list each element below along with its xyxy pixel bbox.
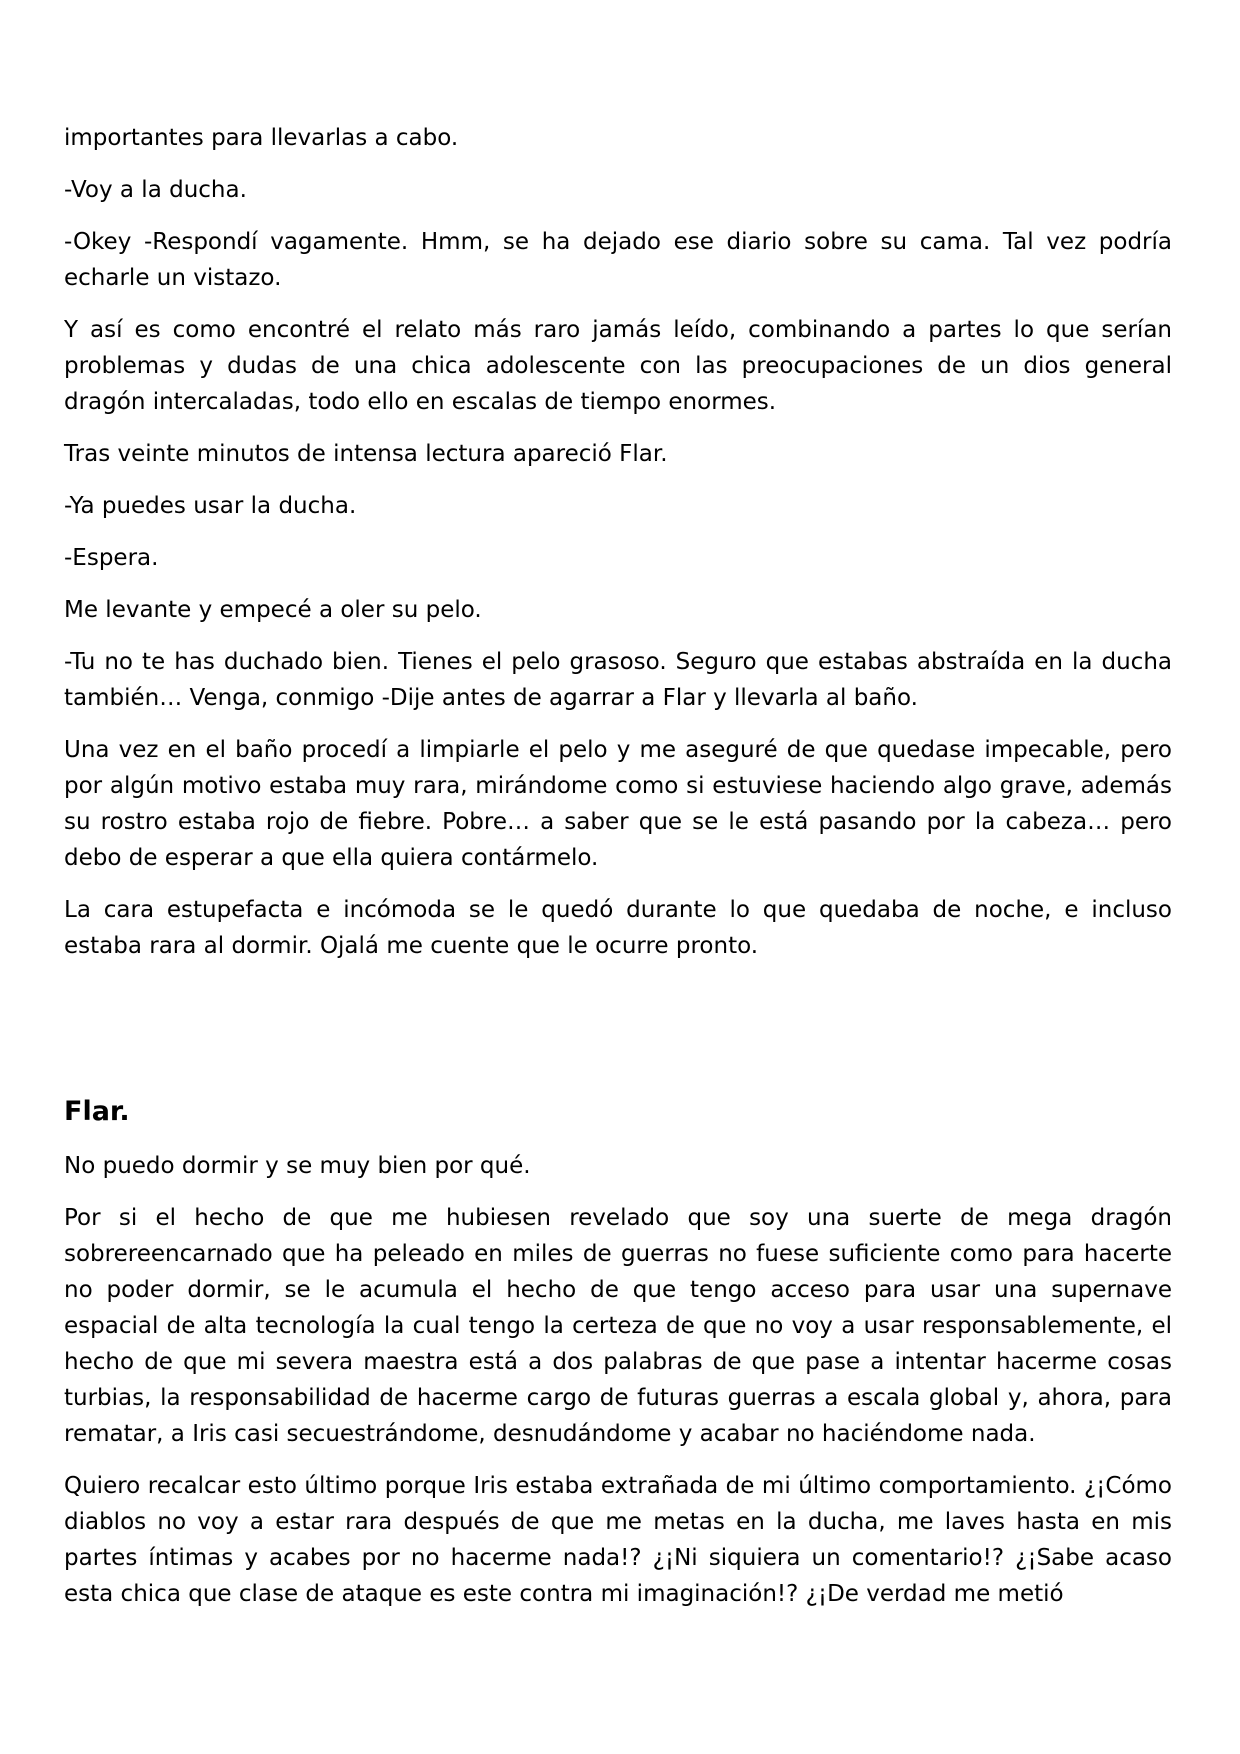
paragraph: Tras veinte minutos de intensa lectura apareció Flar. bbox=[64, 441, 668, 467]
document-page bbox=[64, 120, 1172, 1628]
paragraph: -Espera. bbox=[64, 545, 159, 571]
paragraph: -Okey -Respondí vagamente. Hmm, se ha dejado ese diario sobre su cama. Tal vez podría echarle un vistazo. bbox=[64, 229, 1172, 291]
section-heading: Flar. bbox=[64, 1096, 130, 1127]
paragraph: No puedo dormir y se muy bien por qué. bbox=[64, 1153, 531, 1179]
paragraph: importantes para llevarlas a cabo. bbox=[64, 125, 459, 151]
paragraph: La cara estupefacta e incómoda se le quedó durante lo que quedaba de noche, e incluso estaba rara al dormir. Ojalá me cuente que le ocurre pronto. bbox=[64, 897, 1172, 959]
paragraph: Quiero recalcar esto último porque Iris estaba extrañada de mi último comportamiento. ¿¡Cómo diablos no voy a estar rara después de que me metas en la ducha, me laves hasta en mis partes íntimas y acabes por no hacerme nada!? ¿¡Ni siquiera un comentario!? ¿¡Sabe acaso esta chica que clase de ataque es este contra mi imaginación!? ¿¡De verdad me metió bbox=[64, 1473, 1172, 1607]
paragraph: Una vez en el baño procedí a limpiarle el pelo y me aseguré de que quedase impecable, pero por algún motivo estaba muy rara, mirándome como si estuviese haciendo algo grave, además su rostro estaba rojo de fiebre. Pobre… a saber que se le está pasando por la cabeza… pero debo de esperar a que ella quiera contármelo. bbox=[64, 737, 1172, 871]
paragraph: Me levante y empecé a oler su pelo. bbox=[64, 597, 482, 623]
paragraph: Por si el hecho de que me hubiesen revelado que soy una suerte de mega dragón sobrereencarnado que ha peleado en miles de guerras no fuese suficiente como para hacerte no poder dormir, se le acumula el hecho de que tengo acceso para usar una supernave espacial de alta tecnología la cual tengo la certeza de que no voy a usar responsablemente, el hecho de que mi severa maestra está a dos palabras de que pase a intentar hacerme cosas turbias, la responsabilidad de hacerme cargo de futuras guerras a escala global y, ahora, para rematar, a Iris casi secuestrándome, desnudándome y acabar no haciéndome nada. bbox=[64, 1205, 1172, 1447]
paragraph: Y así es como encontré el relato más raro jamás leído, combinando a partes lo que serían problemas y dudas de una chica adolescente con las preocupaciones de un dios general dragón intercaladas, todo ello en escalas de tiempo enormes. bbox=[64, 317, 1172, 415]
paragraph: -Voy a la ducha. bbox=[64, 177, 247, 203]
section-spacer bbox=[64, 980, 1172, 1092]
paragraph: -Ya puedes usar la ducha. bbox=[64, 493, 357, 519]
paragraph: -Tu no te has duchado bien. Tienes el pelo grasoso. Seguro que estabas abstraída en la ducha también… Venga, conmigo -Dije antes de agarrar a Flar y llevarla al baño. bbox=[64, 649, 1172, 711]
